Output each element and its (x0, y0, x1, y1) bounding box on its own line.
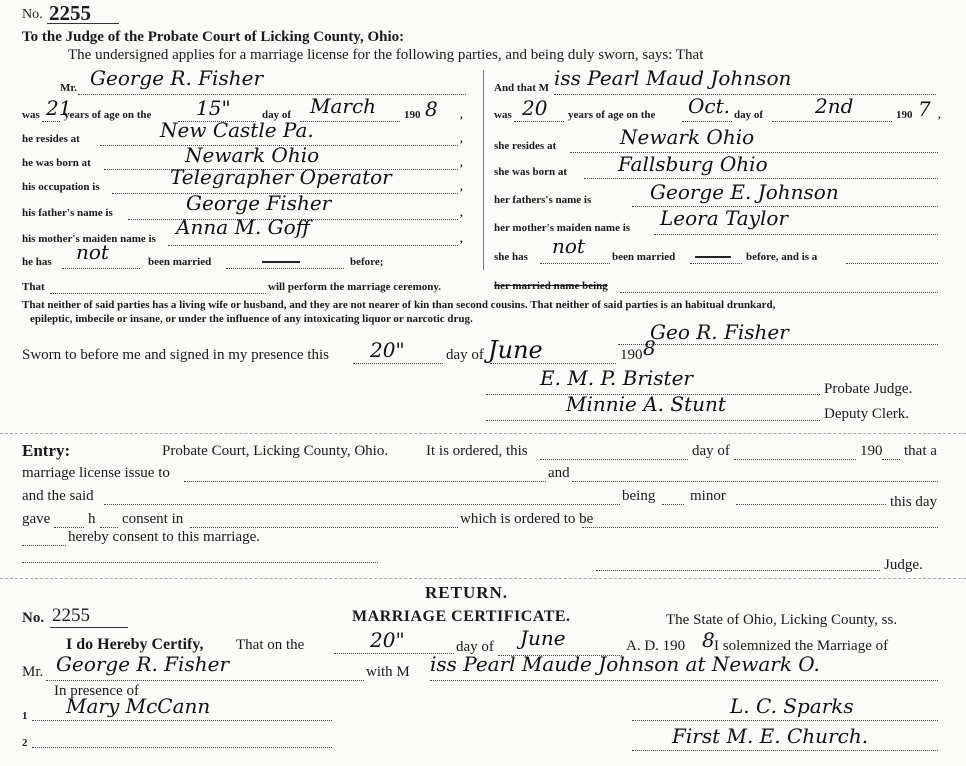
sworn-day: 20" (370, 338, 405, 362)
entry-consent-line (190, 527, 458, 528)
officiant-church-line (632, 750, 938, 751)
entry-and: and (548, 465, 570, 481)
entry-consent-in: consent in (122, 511, 184, 527)
bride-was-label: was (494, 109, 512, 121)
return-groom: George R. Fisher (56, 652, 229, 676)
groom-birth-month: March (310, 94, 377, 118)
certificate-title: MARRIAGE CERTIFICATE. (352, 608, 571, 625)
groom-born-label: he was born at (22, 157, 91, 169)
bride-mother-label: her mother's maiden name is (494, 222, 631, 234)
entry-license-issue: marriage license issue to (22, 465, 170, 481)
punct: , (460, 233, 463, 245)
return-groom-line (46, 680, 364, 681)
bride-name-line (554, 94, 936, 95)
bride-age: 20 (522, 96, 548, 120)
entry-hereby-line (22, 545, 66, 546)
return-day: 20" (370, 628, 405, 652)
applicant-signature-line (618, 344, 938, 345)
sworn-year-prefix: 190 (620, 347, 643, 363)
punct: , (460, 109, 463, 121)
entry-judge-line (596, 570, 880, 571)
groom-resides-label: he resides at (22, 133, 80, 145)
entry-h: h (88, 511, 96, 527)
bride-year-prefix: 190 (896, 109, 913, 121)
bride-has-label: she has (494, 251, 528, 263)
groom-age-line (42, 121, 60, 122)
return-month: June (520, 626, 566, 650)
groom-married-line (226, 268, 344, 269)
punct: , (460, 181, 463, 193)
certify-bold: I do Hereby Certify, (66, 636, 204, 653)
groom-before-label: before; (350, 256, 384, 268)
witness-1-number: 1 (22, 710, 28, 722)
entry-that-a: that a (904, 443, 937, 459)
return-number-label: No. (22, 610, 45, 626)
bride-birth-day: 2nd (815, 94, 854, 118)
entry-ordered-line (582, 527, 938, 528)
entry-which-ordered: which is ordered to be (460, 511, 594, 527)
groom-was-label: was (22, 109, 40, 121)
entry-year: 190 (860, 443, 883, 459)
certify-rest: That on the (236, 637, 305, 653)
punct: , (460, 157, 463, 169)
officiant-signature: L. C. Sparks (730, 694, 854, 718)
bride-day-of-label: day of (734, 109, 764, 121)
groom-mr-label: Mr. (60, 82, 78, 94)
form-number-underline (47, 23, 119, 24)
bride-birthplace: Fallsburg Ohio (618, 152, 768, 176)
entry-being: being (622, 488, 656, 504)
state-county: The State of Ohio, Licking County, ss. (666, 612, 898, 628)
in-presence-label: In presence of (54, 683, 139, 699)
bride-status-line (846, 263, 938, 264)
witness-1: Mary McCann (66, 694, 211, 718)
entry-month-line (734, 459, 856, 460)
return-number-underline (50, 627, 128, 628)
groom-day-of-label: day of (262, 109, 292, 121)
witness-1-line (32, 720, 332, 721)
groom-mother-name: Anna M. Goff (176, 215, 310, 239)
bride-before-label: before, and is a (746, 251, 818, 263)
bride-month-line (682, 121, 732, 122)
entry-party1-line (184, 481, 546, 482)
groom-residence: New Castle Pa. (160, 118, 314, 142)
solemnized: I solemnized the Marriage of (714, 638, 889, 654)
groom-father-name: George Fisher (186, 191, 332, 215)
applicant-signature: Geo R. Fisher (650, 320, 789, 344)
form-number: 2255 (49, 1, 91, 25)
judge-signature: E. M. P. Brister (540, 366, 693, 390)
return-ad: A. D. 190 (626, 638, 686, 654)
bride-married-name-line (620, 292, 938, 293)
sworn-label: Sworn to before me and signed in my presence this (22, 347, 330, 363)
return-with: with M (366, 664, 410, 680)
punct: , (938, 109, 941, 121)
entry-title: Entry: (22, 441, 71, 460)
groom-age: 21 (46, 96, 72, 120)
officiant-church: First M. E. Church. (672, 724, 869, 748)
entry-parent-signature-line (22, 562, 378, 563)
column-divider (483, 70, 484, 270)
return-day-of: day of (456, 639, 494, 655)
return-bride-line (430, 680, 938, 681)
form-number-label: No. (22, 7, 43, 22)
officiant-line (50, 293, 266, 294)
witness-2-line (32, 747, 332, 748)
officiant-signature-line (632, 720, 938, 721)
bride-name: iss Pearl Maud Johnson (554, 66, 792, 90)
groom-age-on-label: years of age on the (64, 109, 152, 121)
bride-married-name-struck: her married name being (494, 280, 608, 292)
oath-line-2: epileptic, imbecile or insane, or under the influence of any intoxicating liquor or narcotic drug. (30, 313, 473, 325)
return-mr-label: Mr. (22, 664, 44, 680)
witness-2-number: 2 (22, 737, 28, 749)
addressee-heading: To the Judge of the Probate Court of Licking County, Ohio: (22, 29, 405, 45)
ceremony-perform-label: will perform the marriage ceremony. (268, 281, 441, 293)
entry-year-line (882, 459, 900, 460)
sworn-day-line (353, 363, 443, 364)
entry-judge-label: Judge. (884, 557, 923, 573)
groom-month-line (300, 121, 400, 122)
clerk-signature: Minnie A. Stunt (566, 392, 726, 416)
section-divider-top (0, 433, 966, 434)
sworn-month: June (488, 336, 543, 364)
groom-father-label: his father's name is (22, 207, 113, 219)
groom-name: George R. Fisher (90, 66, 263, 90)
entry-and-the-said: and the said (22, 488, 94, 504)
entry-said-line (104, 504, 620, 505)
groom-married-dash (262, 261, 300, 263)
deputy-clerk-label: Deputy Clerk. (824, 406, 909, 422)
bride-born-line (584, 178, 938, 179)
oath-line-1: That neither of said parties has a living wife or husband, and they are not nearer of kin than second cousins. That neither of said parties is an habitual drunkard, (22, 299, 776, 311)
groom-has-line (62, 268, 140, 269)
sworn-day-of-label: day of (446, 347, 484, 363)
groom-birth-day: 15" (196, 96, 231, 120)
sworn-year-suffix: 8 (643, 336, 656, 360)
groom-birthplace: Newark Ohio (185, 143, 320, 167)
bride-year-suffix: 7 (918, 97, 931, 121)
entry-h-line (100, 527, 118, 528)
return-year-suffix: 8 (702, 628, 715, 652)
bride-married-dash (695, 256, 731, 258)
groom-occupation: Telegrapher Operator (170, 165, 392, 189)
entry-hereby: hereby consent to this marriage. (68, 529, 261, 545)
bride-day-line (772, 121, 892, 122)
bride-married-line (690, 263, 742, 264)
return-bride: iss Pearl Maude Johnson at Newark O. (430, 652, 820, 676)
bride-father-label: her fathers's name is (494, 194, 592, 206)
punct: , (460, 207, 463, 219)
entry-this-day: this day (890, 494, 938, 510)
entry-gave: gave (22, 511, 51, 527)
entry-day-of: day of (692, 443, 730, 459)
bride-born-label: she was born at (494, 166, 568, 178)
entry-being-line (662, 504, 684, 505)
bride-and-that-label: And that M (494, 82, 550, 94)
clerk-signature-line (486, 420, 820, 421)
groom-married-label: been married (148, 256, 212, 268)
entry-party2-line (572, 481, 938, 482)
entry-gave-line (54, 527, 84, 528)
punct: , (460, 133, 463, 145)
bride-has-line (540, 263, 610, 264)
groom-year-suffix: 8 (425, 97, 438, 121)
entry-court: Probate Court, Licking County, Ohio. (162, 443, 389, 459)
section-divider-bottom (0, 578, 966, 579)
entry-minor-line (736, 504, 886, 505)
groom-mother-line (168, 245, 458, 246)
bride-age-on-label: years of age on the (568, 109, 656, 121)
bride-age-line (514, 121, 564, 122)
return-number: 2255 (52, 605, 90, 626)
return-title: RETURN. (425, 583, 509, 602)
probate-judge-label: Probate Judge. (824, 381, 913, 397)
groom-year-prefix: 190 (404, 109, 421, 121)
entry-minor: minor (690, 488, 726, 504)
groom-has-value: not (76, 240, 109, 264)
bride-has-value: not (552, 234, 585, 258)
bride-mother-name: Leora Taylor (660, 206, 789, 230)
bride-birth-month: Oct. (688, 94, 730, 118)
entry-day-line (540, 459, 688, 460)
bride-married-label: been married (612, 251, 676, 263)
groom-mother-label: his mother's maiden name is (22, 233, 156, 245)
ceremony-that-label: That (22, 281, 45, 293)
application-intro: The undersigned applies for a marriage license for the following parties, and being duly sworn, says: That (68, 47, 704, 63)
bride-residence: Newark Ohio (620, 125, 755, 149)
bride-resides-label: she resides at (494, 140, 557, 152)
bride-mother-line (654, 234, 938, 235)
groom-has-label: he has (22, 256, 52, 268)
groom-occupation-label: his occupation is (22, 181, 100, 193)
bride-father-name: George E. Johnson (650, 180, 839, 204)
entry-ordered: It is ordered, this (426, 443, 528, 459)
groom-name-line (78, 94, 466, 95)
